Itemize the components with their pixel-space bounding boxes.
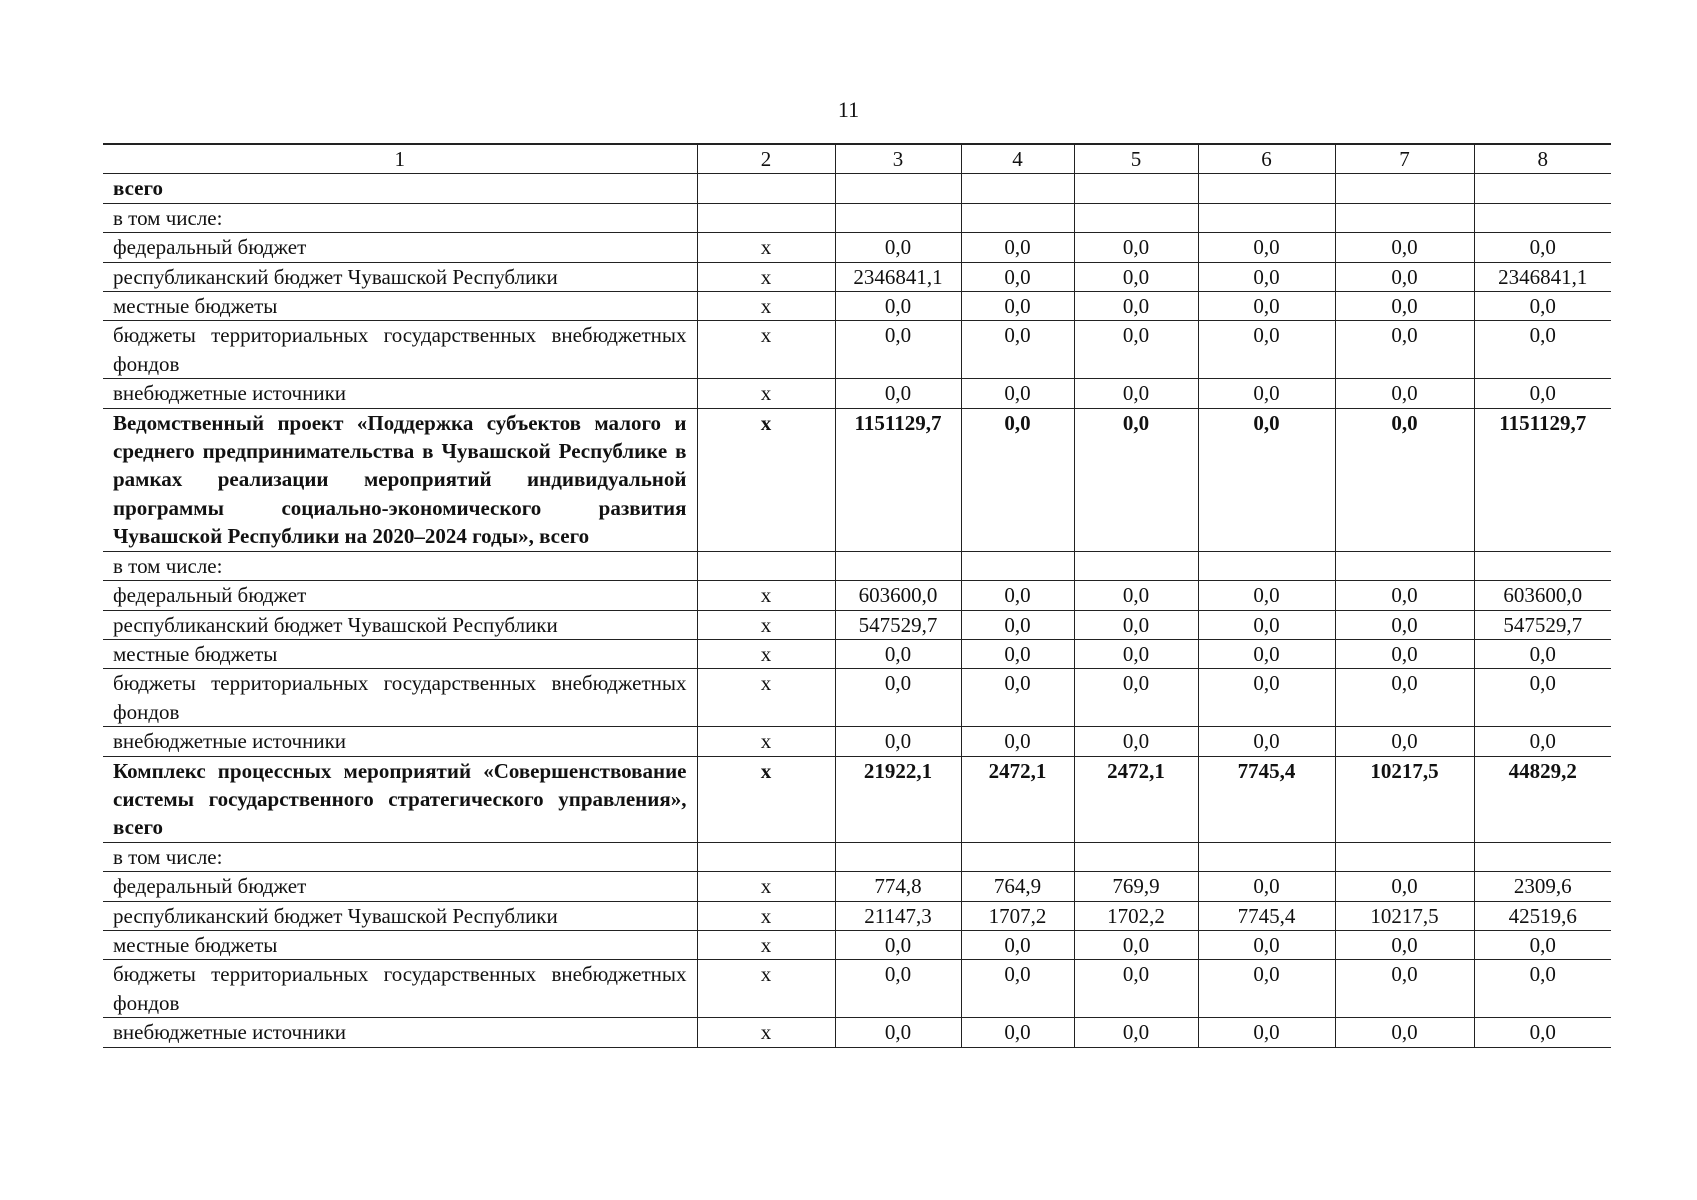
- row-label: местные бюджеты: [103, 292, 697, 321]
- table-cell-col-4: 0,0: [961, 1018, 1074, 1047]
- table-cell-col-2: х: [697, 756, 835, 842]
- table-cell-col-3: [835, 551, 961, 580]
- table-cell-col-2: х: [697, 408, 835, 551]
- header-cell-3: 3: [835, 144, 961, 174]
- table-cell-col-6: [1198, 174, 1335, 203]
- table-cell-col-5: 0,0: [1074, 321, 1198, 379]
- table-cell-col-7: 0,0: [1335, 233, 1474, 262]
- row-label: республиканский бюджет Чувашской Республики: [103, 610, 697, 639]
- table-cell-col-8: 0,0: [1474, 1018, 1611, 1047]
- table-cell-col-7: [1335, 174, 1474, 203]
- table-cell-col-4: 0,0: [961, 262, 1074, 291]
- row-label: бюджеты территориальных государственных внебюджетных фондов: [103, 669, 697, 727]
- row-label: бюджеты территориальных государственных внебюджетных фондов: [103, 960, 697, 1018]
- table-cell-col-4: [961, 203, 1074, 232]
- row-label: в том числе:: [103, 551, 697, 580]
- table-cell-col-5: 0,0: [1074, 1018, 1198, 1047]
- table-cell-col-2: [697, 174, 835, 203]
- table-cell-col-7: 0,0: [1335, 408, 1474, 551]
- table-cell-col-7: 0,0: [1335, 262, 1474, 291]
- table-row: [103, 551, 1611, 580]
- row-label: республиканский бюджет Чувашской Республики: [103, 901, 697, 930]
- table-cell-col-3: 547529,7: [835, 610, 961, 639]
- table-cell-col-7: 0,0: [1335, 292, 1474, 321]
- table-cell-col-6: 7745,4: [1198, 756, 1335, 842]
- table-cell-col-7: [1335, 551, 1474, 580]
- table-cell-col-2: х: [697, 610, 835, 639]
- table-cell-col-3: 0,0: [835, 669, 961, 727]
- table-row: [103, 321, 1611, 379]
- table-cell-col-2: х: [697, 901, 835, 930]
- table-cell-col-3: 603600,0: [835, 581, 961, 610]
- table-row: [103, 930, 1611, 959]
- table-cell-col-3: 774,8: [835, 872, 961, 901]
- table-cell-col-8: [1474, 203, 1611, 232]
- table-row: [103, 639, 1611, 668]
- table-cell-col-4: [961, 551, 1074, 580]
- table-cell-col-2: [697, 551, 835, 580]
- table-cell-col-5: 1702,2: [1074, 901, 1198, 930]
- table-cell-col-6: 0,0: [1198, 321, 1335, 379]
- row-label: внебюджетные источники: [103, 727, 697, 756]
- table-cell-col-6: 0,0: [1198, 872, 1335, 901]
- table-cell-col-4: 0,0: [961, 581, 1074, 610]
- table-cell-col-4: 764,9: [961, 872, 1074, 901]
- table-cell-col-6: 7745,4: [1198, 901, 1335, 930]
- row-label: в том числе:: [103, 842, 697, 871]
- table-row: [103, 669, 1611, 727]
- table-cell-col-8: 1151129,7: [1474, 408, 1611, 551]
- table-cell-col-6: 0,0: [1198, 233, 1335, 262]
- table-row: [103, 1018, 1611, 1047]
- table-row: [103, 292, 1611, 321]
- table-cell-col-5: 0,0: [1074, 292, 1198, 321]
- table-cell-col-4: [961, 842, 1074, 871]
- table-cell-col-5: 0,0: [1074, 379, 1198, 408]
- table-cell-col-3: 0,0: [835, 233, 961, 262]
- table-cell-col-5: 2472,1: [1074, 756, 1198, 842]
- table-cell-col-6: 0,0: [1198, 379, 1335, 408]
- table-row: [103, 408, 1611, 551]
- table-cell-col-4: 0,0: [961, 321, 1074, 379]
- table-cell-col-4: 0,0: [961, 727, 1074, 756]
- table-cell-col-8: 44829,2: [1474, 756, 1611, 842]
- table-cell-col-5: [1074, 174, 1198, 203]
- table-cell-col-4: 0,0: [961, 639, 1074, 668]
- table-cell-col-3: 0,0: [835, 727, 961, 756]
- table-cell-col-3: 21147,3: [835, 901, 961, 930]
- table-cell-col-2: х: [697, 379, 835, 408]
- table-body: [103, 174, 1611, 1047]
- table-cell-col-6: 0,0: [1198, 408, 1335, 551]
- table-cell-col-6: 0,0: [1198, 960, 1335, 1018]
- table-row: [103, 233, 1611, 262]
- table-cell-col-2: [697, 203, 835, 232]
- row-label: республиканский бюджет Чувашской Республики: [103, 262, 697, 291]
- header-cell-5: 5: [1074, 144, 1198, 174]
- table-cell-col-8: 0,0: [1474, 233, 1611, 262]
- table-cell-col-4: 0,0: [961, 233, 1074, 262]
- table-cell-col-8: 0,0: [1474, 727, 1611, 756]
- header-cell-7: 7: [1335, 144, 1474, 174]
- row-label: федеральный бюджет: [103, 581, 697, 610]
- table-cell-col-6: 0,0: [1198, 930, 1335, 959]
- table-cell-col-7: 0,0: [1335, 639, 1474, 668]
- header-cell-8: 8: [1474, 144, 1611, 174]
- table-row: [103, 872, 1611, 901]
- row-label: в том числе:: [103, 203, 697, 232]
- table-row: [103, 960, 1611, 1018]
- table-cell-col-5: [1074, 842, 1198, 871]
- table-cell-col-8: [1474, 174, 1611, 203]
- table-cell-col-4: 0,0: [961, 960, 1074, 1018]
- table-cell-col-8: 0,0: [1474, 960, 1611, 1018]
- table-cell-col-6: 0,0: [1198, 669, 1335, 727]
- table-cell-col-3: 0,0: [835, 639, 961, 668]
- page-number: 11: [837, 97, 860, 122]
- table-cell-col-3: [835, 203, 961, 232]
- table-cell-col-2: [697, 842, 835, 871]
- table-cell-col-7: 0,0: [1335, 872, 1474, 901]
- table-row: [103, 203, 1611, 232]
- table-cell-col-2: х: [697, 321, 835, 379]
- table-cell-col-4: 0,0: [961, 379, 1074, 408]
- row-label: внебюджетные источники: [103, 379, 697, 408]
- row-label: всего: [103, 174, 697, 203]
- row-label: внебюджетные источники: [103, 1018, 697, 1047]
- table-cell-col-7: 0,0: [1335, 960, 1474, 1018]
- table-cell-col-7: 0,0: [1335, 610, 1474, 639]
- table-cell-col-5: 0,0: [1074, 639, 1198, 668]
- table-cell-col-2: х: [697, 960, 835, 1018]
- table-row: [103, 262, 1611, 291]
- table-cell-col-6: 0,0: [1198, 727, 1335, 756]
- row-label: бюджеты территориальных государственных внебюджетных фондов: [103, 321, 697, 379]
- header-row: [103, 144, 1611, 174]
- row-label: федеральный бюджет: [103, 872, 697, 901]
- table-cell-col-8: [1474, 842, 1611, 871]
- table-row: [103, 581, 1611, 610]
- table-cell-col-6: 0,0: [1198, 292, 1335, 321]
- row-label: Ведомственный проект «Поддержка субъектов малого и среднего предпринимательства в Чувашской Республике в рамках реализации мероприятий индивидуальной программы социально-экономического развития Чувашской Республики на 2020–2024 годы», всего: [103, 408, 697, 551]
- table-cell-col-5: 0,0: [1074, 610, 1198, 639]
- table-cell-col-4: 0,0: [961, 669, 1074, 727]
- table-cell-col-3: 0,0: [835, 379, 961, 408]
- budget-table: [103, 143, 1611, 1048]
- row-label: местные бюджеты: [103, 930, 697, 959]
- table-cell-col-8: 2309,6: [1474, 872, 1611, 901]
- table-cell-col-3: 0,0: [835, 321, 961, 379]
- table-cell-col-6: 0,0: [1198, 581, 1335, 610]
- table-cell-col-5: 0,0: [1074, 727, 1198, 756]
- table-cell-col-4: 0,0: [961, 292, 1074, 321]
- table-cell-col-6: 0,0: [1198, 262, 1335, 291]
- table-cell-col-3: 0,0: [835, 930, 961, 959]
- header-cell-1: 1: [103, 144, 697, 174]
- table-cell-col-8: 0,0: [1474, 379, 1611, 408]
- table-cell-col-2: х: [697, 727, 835, 756]
- table-cell-col-7: [1335, 203, 1474, 232]
- table-cell-col-3: 0,0: [835, 292, 961, 321]
- header-cell-4: 4: [961, 144, 1074, 174]
- table-cell-col-7: 10217,5: [1335, 756, 1474, 842]
- table-cell-col-8: 2346841,1: [1474, 262, 1611, 291]
- table-cell-col-8: 547529,7: [1474, 610, 1611, 639]
- table-cell-col-2: х: [697, 292, 835, 321]
- table-cell-col-4: 2472,1: [961, 756, 1074, 842]
- table-cell-col-5: 0,0: [1074, 262, 1198, 291]
- table-cell-col-5: 0,0: [1074, 233, 1198, 262]
- table-cell-col-5: [1074, 551, 1198, 580]
- table-cell-col-7: 0,0: [1335, 379, 1474, 408]
- table-cell-col-7: 0,0: [1335, 669, 1474, 727]
- table-cell-col-5: 0,0: [1074, 669, 1198, 727]
- table-cell-col-3: [835, 842, 961, 871]
- header-cell-2: 2: [697, 144, 835, 174]
- table-cell-col-7: 10217,5: [1335, 901, 1474, 930]
- table-cell-col-3: 2346841,1: [835, 262, 961, 291]
- table-cell-col-6: 0,0: [1198, 610, 1335, 639]
- table-cell-col-7: 0,0: [1335, 581, 1474, 610]
- table-cell-col-6: [1198, 842, 1335, 871]
- table-cell-col-4: [961, 174, 1074, 203]
- table-row: [103, 756, 1611, 842]
- table-cell-col-2: х: [697, 872, 835, 901]
- table-row: [103, 842, 1611, 871]
- table-cell-col-6: [1198, 203, 1335, 232]
- table-cell-col-8: 0,0: [1474, 930, 1611, 959]
- table-cell-col-2: х: [697, 639, 835, 668]
- table-row: [103, 610, 1611, 639]
- table-cell-col-2: х: [697, 669, 835, 727]
- row-label: Комплекс процессных мероприятий «Совершенствование системы государственного стратегического управления», всего: [103, 756, 697, 842]
- table-cell-col-4: 1707,2: [961, 901, 1074, 930]
- table-cell-col-8: 42519,6: [1474, 901, 1611, 930]
- table-cell-col-5: 769,9: [1074, 872, 1198, 901]
- table-row: [103, 174, 1611, 203]
- table-cell-col-3: 21922,1: [835, 756, 961, 842]
- table-cell-col-2: х: [697, 233, 835, 262]
- table-cell-col-4: 0,0: [961, 610, 1074, 639]
- table-cell-col-8: [1474, 551, 1611, 580]
- table-cell-col-2: х: [697, 1018, 835, 1047]
- row-label: федеральный бюджет: [103, 233, 697, 262]
- table-cell-col-6: 0,0: [1198, 639, 1335, 668]
- table-cell-col-5: [1074, 203, 1198, 232]
- table-cell-col-3: 1151129,7: [835, 408, 961, 551]
- table-cell-col-6: [1198, 551, 1335, 580]
- table-cell-col-5: 0,0: [1074, 960, 1198, 1018]
- table-cell-col-4: 0,0: [961, 930, 1074, 959]
- table-cell-col-5: 0,0: [1074, 581, 1198, 610]
- table-cell-col-2: х: [697, 581, 835, 610]
- table-cell-col-7: 0,0: [1335, 321, 1474, 379]
- table-cell-col-7: 0,0: [1335, 930, 1474, 959]
- table-cell-col-6: 0,0: [1198, 1018, 1335, 1047]
- table-cell-col-7: 0,0: [1335, 727, 1474, 756]
- table-cell-col-2: х: [697, 930, 835, 959]
- table-cell-col-8: 603600,0: [1474, 581, 1611, 610]
- header-cell-6: 6: [1198, 144, 1335, 174]
- table-row: [103, 901, 1611, 930]
- table-cell-col-3: 0,0: [835, 960, 961, 1018]
- table-cell-col-7: [1335, 842, 1474, 871]
- table-cell-col-7: 0,0: [1335, 1018, 1474, 1047]
- table-row: [103, 379, 1611, 408]
- table-row: [103, 727, 1611, 756]
- table-cell-col-2: х: [697, 262, 835, 291]
- table-cell-col-4: 0,0: [961, 408, 1074, 551]
- table-cell-col-3: 0,0: [835, 1018, 961, 1047]
- table-cell-col-5: 0,0: [1074, 408, 1198, 551]
- table-cell-col-8: 0,0: [1474, 669, 1611, 727]
- table-cell-col-8: 0,0: [1474, 639, 1611, 668]
- row-label: местные бюджеты: [103, 639, 697, 668]
- table-cell-col-5: 0,0: [1074, 930, 1198, 959]
- table-cell-col-8: 0,0: [1474, 292, 1611, 321]
- table-cell-col-8: 0,0: [1474, 321, 1611, 379]
- table-cell-col-3: [835, 174, 961, 203]
